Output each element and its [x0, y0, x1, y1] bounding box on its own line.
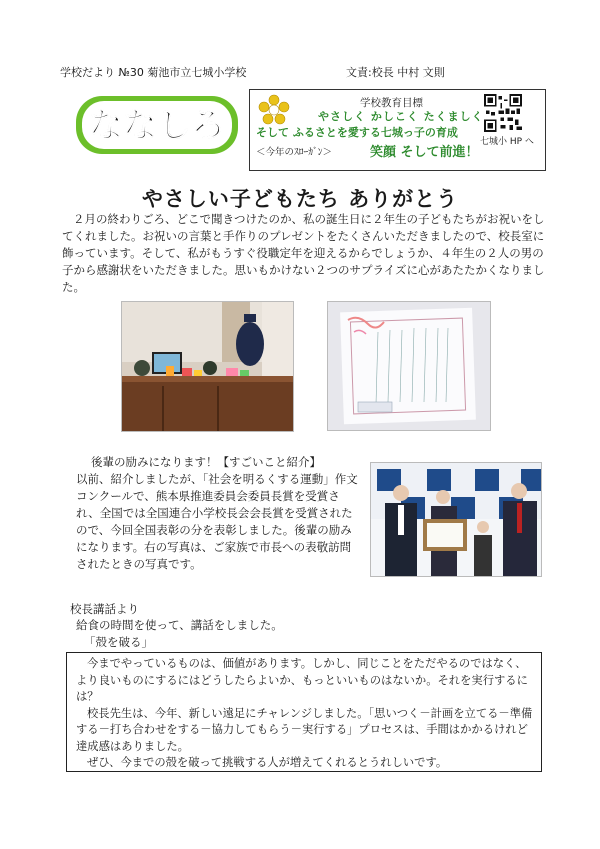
gift-display-photo — [121, 301, 294, 432]
author-credit: 文責:校長 中村 文則 — [346, 66, 445, 79]
qr-caption: 七城小 HP へ — [480, 137, 534, 147]
section-heading-great-news: 後輩の励みになります！【すごいこと紹介】 — [91, 455, 321, 469]
talk-section-title: 校長講話より — [70, 602, 139, 616]
section-paragraph-award: 以前、紹介しましたが、「社会を明るくする運動」作文コンクールで、熊本県推進委員会委員長賞を受賞され、全国では全国連合小学校長会会長賞を受賞されたので、今回全国表彰の分を表彰しました。後輩の励みになります。右の写真は、ご家族で市長への表敬訪問されたときの写真です。 — [76, 472, 358, 571]
slogan: 笑顔 そして前進！ — [370, 145, 479, 160]
school-emblem-icon — [258, 94, 290, 126]
goal-line-2: そして ふるさとを愛する七城っ子の育成 — [256, 126, 458, 139]
talk-intro: 給食の時間を使って、講話をしました。 — [76, 618, 283, 632]
goal-title: 学校教育目標 — [360, 97, 423, 109]
slogan-label: ＜今年のｽﾛｰｶﾞﾝ＞ — [256, 147, 333, 158]
talk-paragraph-2: 校長先生は、今年、新しい遠足にチャレンジしました。「思いつく－計画を立てる－準備する－打ち合わせをする－協力してもらう－実行する」プロセスは、手間はかかるけれど達成感はありました。 — [76, 706, 533, 753]
goal-line-1: やさしく かしこく たくましく — [318, 110, 484, 123]
qr-code-icon[interactable] — [484, 94, 522, 132]
talk-topic: 「殻を破る」 — [84, 635, 153, 649]
article-headline: やさしい子どもたち ありがとう — [141, 187, 459, 211]
nanashiro-logo — [72, 90, 242, 160]
thank-you-letter-photo — [327, 301, 491, 431]
award-ceremony-photo — [370, 462, 542, 577]
talk-paragraph-1: 今までやっているものは、価値があります。しかし、同じことをただやるのではなく、より良いものにするにはどうしたらよいか、もっといいものはないか。それを実行するには？ — [76, 657, 528, 703]
newsletter-issue-info: 学校だより №30 菊池市立七城小学校 — [60, 66, 247, 79]
intro-paragraph: ２月の終わりごろ、どこで聞きつけたのか、私の誕生日に２年生の子どもたちがお祝いをしてくれました。お祝いの言葉と手作りのプレゼントをたくさんいただきましたので、校長室に飾っています。そして、私がもうすぐ役職定年を迎えるからでしょうか、４年生の２人の男の子から感謝状をいただきました。思いもかけない２つのサプライズに心があたたかくなりました。 — [62, 212, 545, 294]
talk-paragraph-3: ぜひ、今までの殻を破って挑戦する人が増えてくれるとうれしいです。 — [87, 756, 448, 769]
logo-text: ななしろ — [89, 106, 225, 146]
talk-content — [76, 656, 534, 772]
